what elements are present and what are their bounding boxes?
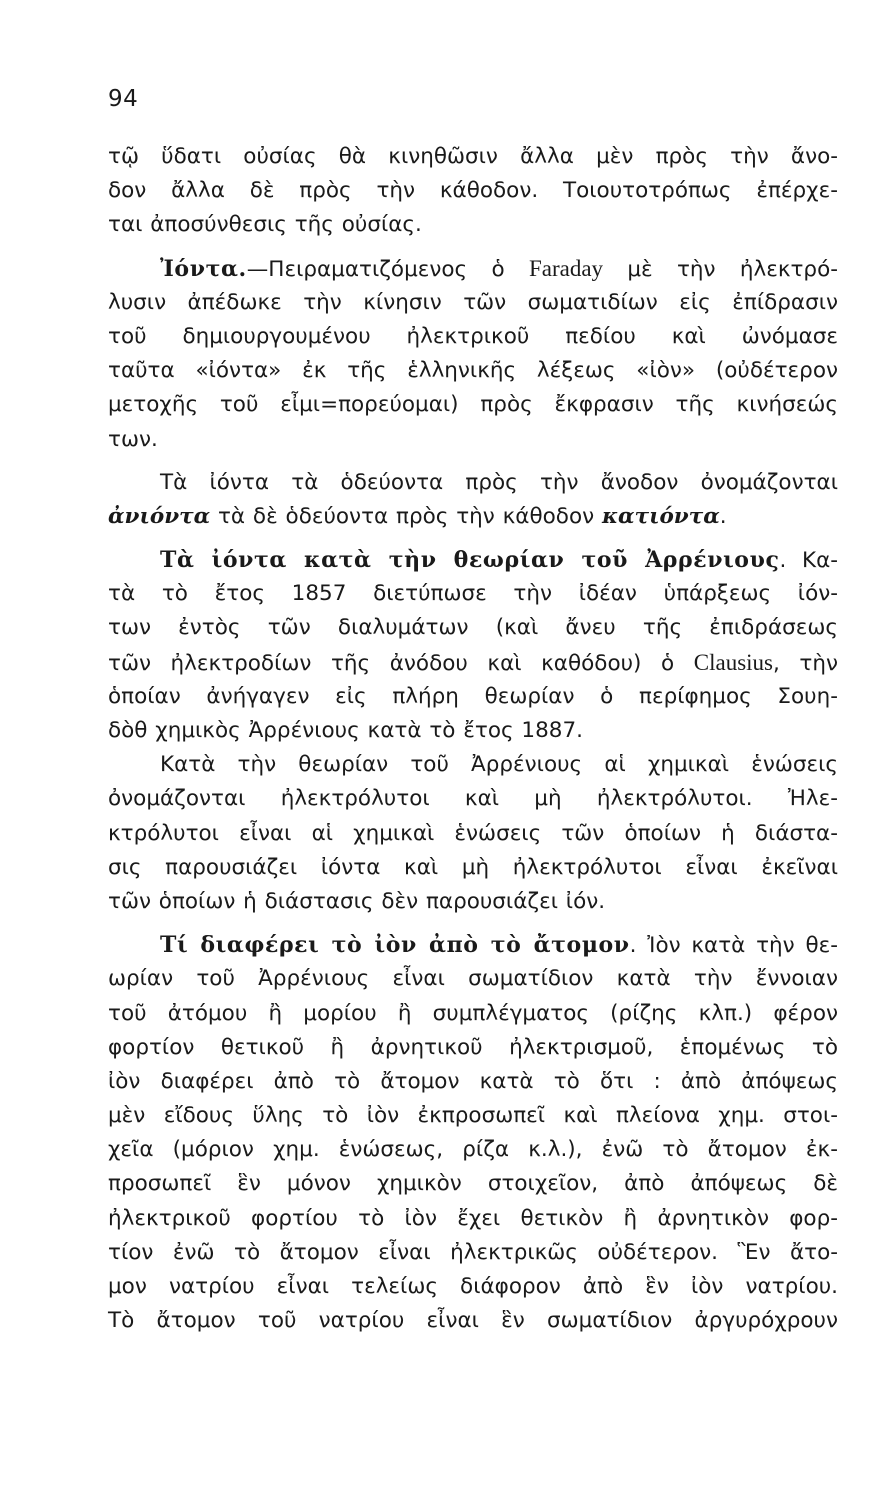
section-heading-ionta: Ἰόντα. [160, 255, 247, 282]
paragraph-line: τίον ἐνῶ τὸ ἄτομον εἶναι ἠλεκτρικῶς οὐδέτερον. Ἓν ἄτο- [108, 1239, 838, 1265]
paragraph-line: δὸθ χημικὸς Ἀρρένιους κατὰ τὸ ἔτος 1887. [108, 718, 583, 743]
section-heading-ion-vs-atom: Τί διαφέρει τὸ ἰὸν ἀπὸ τὸ ἄτομον [160, 932, 630, 959]
paragraph-line: σις παρουσιάζει ἰόντα καὶ μὴ ἠλεκτρόλυτοι εἶναι ἐκεῖναι [108, 854, 838, 880]
paragraph-line: Κατὰ τὴν θεωρίαν τοῦ Ἀρρένιους αἱ χημικαὶ ἑνώσεις [160, 752, 838, 778]
text-span: . [719, 503, 727, 529]
text-span: . Κα- [779, 548, 839, 574]
paragraph-line: ταῦτα «ἰόντα» ἐκ τῆς ἑλληνικῆς λέξεως «ἰὸν» (οὐδέτερον [108, 358, 838, 384]
paragraph-line: κτρόλυτοι εἶναι αἱ χημικαὶ ἑνώσεις τῶν ὁποίων ἡ διάστα- [108, 820, 838, 846]
paragraph-line: ἠλεκτρικοῦ φορτίου τὸ ἰὸν ἔχει θετικὸν ἢ ἀρνητικὸν φορ- [108, 1205, 838, 1231]
paragraph-line: ὀνομάζονται ἠλεκτρόλυτοι καὶ μὴ ἠλεκτρόλυτοι. Ἠλε- [108, 786, 838, 812]
paragraph-line [108, 928, 838, 962]
text-span: , τὴν [773, 650, 839, 676]
paragraph-line: τοῦ δημιουργουμένου ἠλεκτρικοῦ πεδίου καὶ ὠνόμασε [108, 323, 838, 349]
term-anionta: ἀνιόντα [108, 503, 211, 529]
paragraph-line: μὲν εἴδους ὕλης τὸ ἰὸν ἐκπροσωπεῖ καὶ πλείονα χημ. στοι- [108, 1103, 838, 1129]
paragraph-line: λυσιν ἀπέδωκε τὴν κίνησιν τῶν σωματιδίων εἰς ἐπίδρασιν [108, 289, 838, 315]
paragraph-line: Τὰ ἰόντα τὰ ὁδεύοντα πρὸς τὴν ἄνοδον ὀνομάζονται [160, 469, 838, 495]
paragraph-line: Τὸ ἄτομον τοῦ νατρίου εἶναι ἓν σωματίδιον ἀργυρόχρουν [108, 1308, 838, 1334]
paragraph-line: μετοχῆς τοῦ εἶμι=πορεύομαι) πρὸς ἔκφρασιν τῆς κινήσεώς [108, 392, 838, 418]
paragraph-line: μον νατρίου εἶναι τελείως διάφορον ἀπὸ ἓν ἰὸν νατρίου. [108, 1274, 838, 1299]
paragraph-line: τὰ τὸ ἔτος 1857 διετύπωσε τὴν ἰδέαν ὑπάρξεως ἰόν- [108, 581, 838, 607]
term-kationta: κατιόντα [601, 503, 720, 529]
paragraph-line: των. [108, 426, 158, 452]
paragraph-line: ἰὸν διαφέρει ἀπὸ τὸ ἄτομον κατὰ τὸ ὅτι : ἀπὸ ἀπόψεως [108, 1068, 838, 1094]
name-faraday: Faraday [528, 255, 604, 281]
paragraph-line: τῷ ὕδατι οὐσίας θὰ κινηθῶσιν ἄλλα μὲν πρὸς τὴν ἄνο- [108, 144, 838, 169]
paragraph-line: φορτίον θετικοῦ ἢ ἀρνητικοῦ ἠλεκτρισμοῦ, ἑπομένως τὸ [108, 1034, 838, 1060]
paragraph-line: προσωπεῖ ἓν μόνον χημικὸν στοιχεῖον, ἀπὸ ἀπόψεως δὲ [108, 1171, 838, 1197]
page-number: 94 [108, 86, 139, 112]
section-heading-arrhenius: Τὰ ἰόντα κατὰ τὴν θεωρίαν τοῦ Ἀρρένιους [160, 547, 780, 574]
text-span: μὲ τὴν ἠλεκτρό- [603, 256, 838, 282]
paragraph-line: των ἐντὸς τῶν διαλυμάτων (καὶ ἄνευ τῆς ἐπιδράσεως [108, 615, 838, 641]
paragraph-line [108, 646, 838, 680]
paragraph-line: ὁποίαν ἀνήγαγεν εἰς πλήρη θεωρίαν ὁ περίφημος Σουη- [108, 683, 838, 709]
text-span: —Πειραματιζόμενος ὁ [246, 256, 529, 282]
text-span: . Ἰὸν κατὰ τὴν θε- [629, 933, 838, 959]
text-span: τῶν ἠλεκτροδίων τῆς ἀνόδου καὶ καθόδου) ὁ [108, 650, 694, 676]
paragraph-line: ωρίαν τοῦ Ἀρρένιους εἶναι σωματίδιον κατὰ τὴν ἔννοιαν [108, 966, 838, 992]
text-span: τὰ δὲ ὁδεύοντα πρὸς τὴν κάθοδον [210, 503, 602, 529]
paragraph-line [108, 543, 838, 577]
paragraph-line: τῶν ὁποίων ἡ διάστασις δὲν παρουσιάζει ἰόν. [108, 888, 606, 914]
paragraph-line: δον ἄλλα δὲ πρὸς τὴν κάθοδον. Τοιουτοτρόπως ἐπέρχε- [108, 178, 838, 204]
paragraph-line: τοῦ ἀτόμου ἢ μορίου ἢ συμπλέγματος (ρίζης κλπ.) φέρον [108, 1000, 838, 1026]
paragraph-line: χεῖα (μόριον χημ. ἑνώσεως, ρίζα κ.λ.), ἐνῶ τὸ ἄτομον ἐκ- [108, 1137, 838, 1163]
paragraph-line: ται ἀποσύνθεσις τῆς οὐσίας. [108, 212, 422, 238]
paragraph-line [108, 252, 838, 286]
paragraph-line [108, 500, 838, 534]
name-clausius: Clausius [693, 649, 773, 675]
text-body [108, 140, 838, 1338]
